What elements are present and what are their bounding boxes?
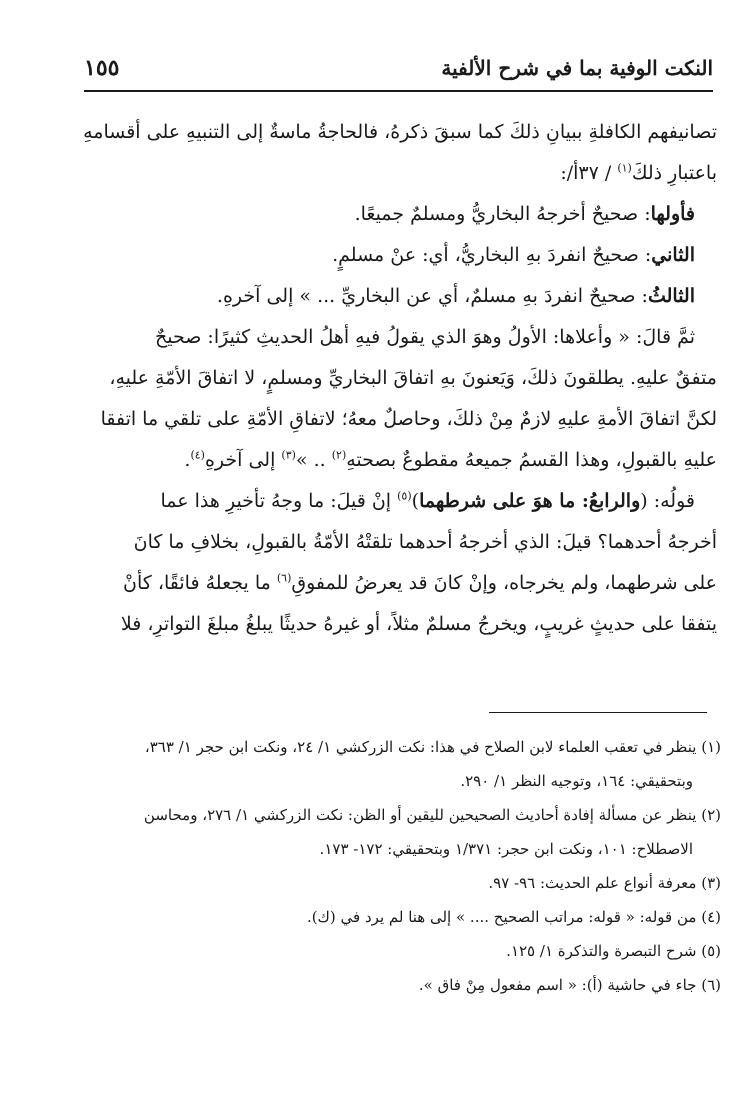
footnote-2-cont: الاصطلاح: ١٠١، ونكت ابن حجر: ١/٣٧١ وبتحقيقي: ١٧٢- ١٧٣. xyxy=(319,840,693,858)
footnote-marker[interactable]: (٤) xyxy=(190,448,205,462)
footnote-marker[interactable]: (١) xyxy=(617,161,632,175)
header-divider xyxy=(84,90,713,92)
text-line: عليهِ بالقبولِ، وهذا القسمُ جميعهُ مقطوعٌ بصحتهِ$^{(٢)}$ .. »$^{(٣)}$ إلى آخرهِ$^{(٤)}$. xyxy=(184,448,717,471)
footnote-marker[interactable]: (٦) xyxy=(276,571,292,585)
footnote-6: (٦) جاء في حاشية (أ): « اسم مفعول مِنْ فاق ». xyxy=(418,976,721,994)
footnote-5: (٥) شرح التبصرة والتذكرة ١/ ١٢٥. xyxy=(506,942,721,960)
footnote-1: (١) ينظر في تعقب العلماء لابن الصلاح في هذا: نكت الزركشي ١/ ٢٤، ونكت ابن حجر ١/ ٣٦٣، xyxy=(144,738,721,756)
book-title: النكت الوفية بما في شرح الألفية xyxy=(441,56,713,80)
text-line: متفقٌ عليهِ. يطلقونَ ذلكَ، وَيَعنونَ بهِ اتفاقَ البخاريِّ ومسلمٍ، لا اتفاقَ الأمّةِ عليهِ، xyxy=(109,367,717,389)
running-header xyxy=(84,50,713,86)
text-line: تصانيفهم الكافلةِ ببيانِ ذلكَ كما سبقَ ذكرهُ، فالحاجةُ ماسةٌ إلى التنبيهِ على أقسامهِ xyxy=(83,121,717,143)
footnote-marker[interactable]: (٥) xyxy=(397,489,412,503)
main-text xyxy=(38,112,717,645)
footnote-marker[interactable]: (٢) xyxy=(331,448,347,462)
footnotes xyxy=(34,730,721,1002)
footnote-3: (٣) معرفة أنواع علم الحديث: ٩٦- ٩٧. xyxy=(488,874,721,892)
page-number: ١٥٥ xyxy=(84,55,120,81)
text-line: على شرطهما، ولم يخرجاه، وإنْ كانَ قد يعرضُ للمفوقِ$^{(٦)}$ ما يجعلهُ فائقًا، كأنْ xyxy=(123,571,717,594)
footnote-1-cont: وبتحقيقي: ١٦٤، وتوجيه النظر ١/ ٢٩٠. xyxy=(460,772,693,790)
text-line: أخرجهُ أحدهما؟ قيلَ: الذي أخرجهُ أحدهما تلقتْهُ الأمّةُ بالقبولِ، بخلافِ ما كانَ xyxy=(133,531,717,553)
text-line: لكنَّ اتفاقَ الأمةِ عليهِ لازمٌ مِنْ ذلكَ، وحاصلٌ معهُ؛ لاتفاقِ الأمّةِ على تلقي ما اتفقا xyxy=(100,408,717,430)
footnote-marker[interactable]: (٣) xyxy=(281,448,296,462)
footnote-4: (٤) من قوله: « قوله: مراتب الصحيح .... » إلى هنا لم يرد في (ك). xyxy=(306,908,721,926)
division-third: الثالثُ: صحيحٌ انفردَ بهِ مسلمٌ، أي عن البخاريِّ ... » إلى آخرهِ. xyxy=(216,285,695,307)
footnote-divider xyxy=(489,712,707,713)
text-line: باعتبارِ ذلكَ$^{(١)}$ / ٣٧أ/: xyxy=(560,161,717,184)
division-second: الثاني: صحيحٌ انفردَ بهِ البخاريُّ، أي: عنْ مسلمٍ. xyxy=(332,244,695,266)
division-first: فأولها: صحيحٌ أخرجهُ البخاريُّ ومسلمٌ جميعًا. xyxy=(354,203,695,225)
text-line: يتفقا على حديثٍ غريبٍ، ويخرجُ مسلمٌ مثلاً، أو غيرهُ حديثًا يبلغُ مبلغَ التواترِ، فلا xyxy=(120,613,717,635)
footnote-2: (٢) ينظر عن مسألة إفادة أحاديث الصحيحين لليقين أو الظن: نكت الزركشي ١/ ٢٧٦، ومحاسن xyxy=(143,806,721,824)
text-line: ثمَّ قالَ: « وأعلاها: الأولُ وهوَ الذي يقولُ فيهِ أهلُ الحديثِ كثيرًا: صحيحٌ xyxy=(155,326,695,348)
text-line: قولُه: (والرابعُ: ما هوَ على شرطهما)$^{(٥)}$ إنْ قيلَ: ما وجهُ تأخيرِ هذا عما xyxy=(160,489,695,512)
